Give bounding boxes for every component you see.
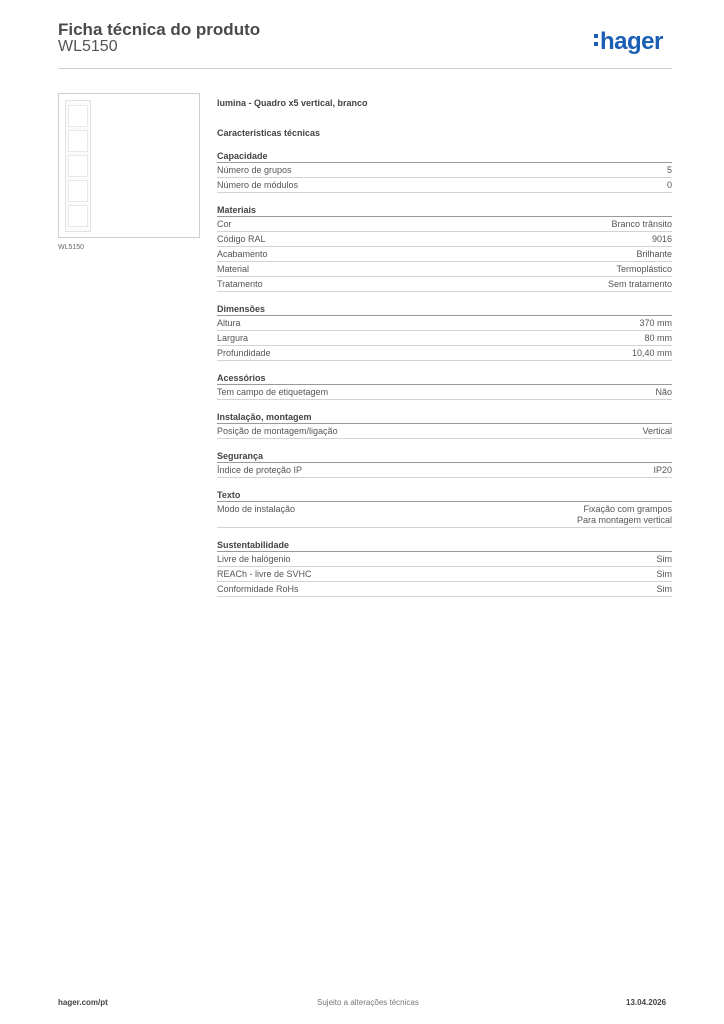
image-caption: WL5150: [58, 244, 85, 251]
product-image: [58, 93, 200, 238]
section-title: Materiais: [217, 204, 672, 217]
spec-row: [217, 552, 672, 567]
spec-value-line: Vertical: [642, 426, 672, 436]
spec-value: [616, 264, 672, 275]
product-description: lumina - Quadro x5 vertical, branco: [217, 98, 368, 108]
spec-label: Número de grupos: [217, 165, 292, 175]
hager-logo: [594, 28, 663, 56]
spec-row: [217, 502, 672, 528]
spec-label: Altura: [217, 318, 241, 328]
spec-value-line: 10,40 mm: [631, 348, 672, 358]
spec-row: [217, 582, 672, 597]
spec-label: Largura: [217, 333, 249, 343]
frame-slot: [68, 130, 88, 152]
spec-label: Modo de instalação: [217, 504, 296, 514]
spec-row: [217, 385, 672, 400]
spec-label: Conformidade RoHs: [217, 584, 299, 594]
spec-label: Livre de halógenio: [217, 554, 291, 564]
spec-row: [217, 331, 672, 346]
spec-label: Posição de montagem/ligação: [217, 426, 338, 436]
spec-value-line: 80 mm: [644, 333, 672, 343]
spec-value: [657, 584, 673, 595]
spec-value-line: Termoplástico: [616, 264, 672, 274]
spec-value: [632, 348, 672, 359]
spec-value-line: Brilhante: [636, 249, 672, 259]
frame-slot: [68, 105, 88, 127]
spec-label: REACh - livre de SVHC: [217, 569, 312, 579]
section-title: Acessórios: [217, 372, 672, 385]
spec-value: [577, 504, 672, 526]
spec-section: [217, 450, 672, 478]
spec-section: [217, 150, 672, 193]
spec-value-line: Não: [655, 387, 672, 397]
footer-date: 13.04.2026: [626, 998, 667, 1007]
logo-text: hager: [600, 28, 663, 55]
spec-label: Acabamento: [217, 249, 268, 259]
spec-section: [217, 303, 672, 361]
spec-row: [217, 247, 672, 262]
spec-label: Profundidade: [217, 348, 271, 358]
spec-value: [667, 165, 672, 176]
section-title: Texto: [217, 489, 672, 502]
spec-value: [657, 569, 673, 580]
spec-label: Tem campo de etiquetagem: [217, 387, 329, 397]
spec-value: [652, 234, 672, 245]
frame-slot: [68, 155, 88, 177]
spec-row: [217, 262, 672, 277]
spec-row: [217, 232, 672, 247]
spec-value-line: 5: [666, 165, 672, 175]
tech-heading: Características técnicas: [217, 128, 321, 138]
logo-dots-icon: [594, 34, 598, 50]
spec-sections: [217, 150, 672, 597]
section-title: Sustentabilidade: [217, 539, 672, 552]
section-title: Instalação, montagem: [217, 411, 672, 424]
spec-value: [644, 333, 672, 344]
page-title: Ficha técnica do produto: [58, 20, 261, 39]
spec-value-line: Branco trânsito: [611, 219, 672, 229]
spec-value-line: Sim: [656, 569, 672, 579]
footer-website: hager.com/pt: [58, 998, 108, 1007]
spec-value: [639, 318, 672, 329]
spec-label: Número de módulos: [217, 180, 299, 190]
spec-value: [611, 219, 672, 230]
spec-value: [653, 465, 672, 476]
spec-value-line: Sim: [656, 584, 672, 594]
spec-value: [608, 279, 672, 290]
spec-value-line: 9016: [651, 234, 672, 244]
spec-label: Tratamento: [217, 279, 263, 289]
spec-row: [217, 217, 672, 232]
spec-section: [217, 539, 672, 597]
spec-value-line: Para montagem vertical: [576, 515, 672, 525]
frame-slot: [68, 180, 88, 202]
header-divider: [58, 68, 672, 69]
spec-content: [217, 97, 672, 597]
spec-value-line: Sim: [656, 554, 672, 564]
section-title: Segurança: [217, 450, 672, 463]
spec-value-line: Sem tratamento: [607, 279, 672, 289]
spec-value-line: 370 mm: [639, 318, 672, 328]
spec-label: Índice de proteção IP: [217, 465, 303, 475]
spec-row: [217, 346, 672, 361]
spec-section: [217, 204, 672, 292]
spec-row: [217, 178, 672, 193]
section-title: Dimensões: [217, 303, 672, 316]
spec-section: [217, 372, 672, 400]
spec-row: [217, 567, 672, 582]
product-code: WL5150: [58, 38, 118, 55]
spec-value: [642, 426, 672, 437]
spec-label: Material: [217, 264, 250, 274]
spec-value: [636, 249, 672, 260]
spec-row: [217, 163, 672, 178]
footer-disclaimer: Sujeito a alterações técnicas: [317, 998, 419, 1007]
spec-row: [217, 424, 672, 439]
spec-value: [667, 180, 672, 191]
spec-section: [217, 411, 672, 439]
spec-value: [655, 387, 672, 398]
spec-label: Cor: [217, 219, 232, 229]
spec-row: [217, 463, 672, 478]
section-title: Capacidade: [217, 150, 672, 163]
spec-label: Código RAL: [217, 234, 266, 244]
spec-section: [217, 489, 672, 528]
spec-value-line: IP20: [653, 465, 672, 475]
frame-illustration: [65, 100, 91, 232]
spec-value-line: 0: [666, 180, 672, 190]
spec-row: [217, 316, 672, 331]
spec-value: [657, 554, 673, 565]
frame-slot: [68, 205, 88, 227]
spec-row: [217, 277, 672, 292]
spec-value-line: Fixação com grampos: [583, 504, 672, 514]
